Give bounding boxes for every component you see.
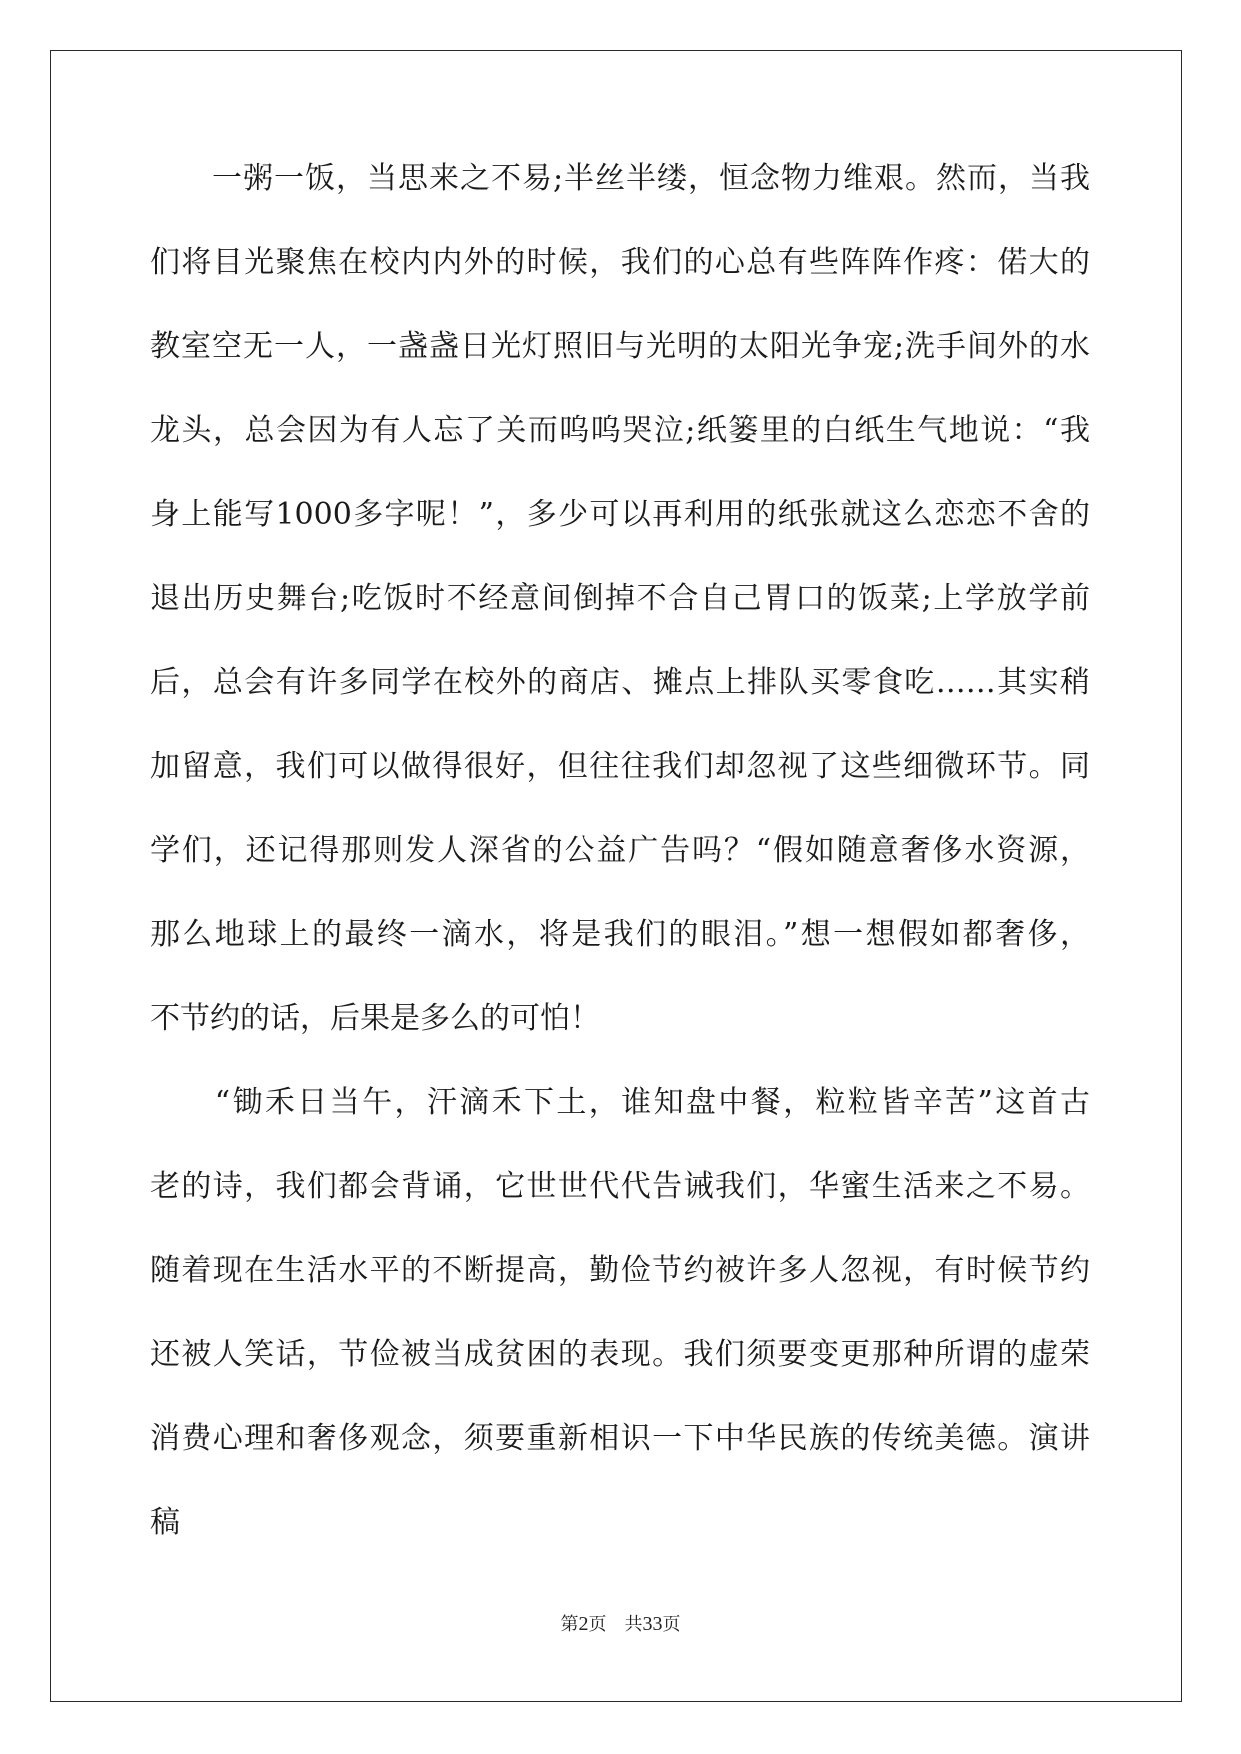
text-line: 消费心理和奢侈观念，须要重新相识一下中华民族的传统美德。演讲 bbox=[150, 1421, 1090, 1456]
total-suffix: 页 bbox=[662, 1614, 681, 1635]
text-line: 龙头，总会因为有人忘了关而呜呜哭泣;纸篓里的白纸生气地说：“我 bbox=[150, 413, 1090, 448]
text-line: 随着现在生活水平的不断提高，勤俭节约被许多人忽视，有时候节约 bbox=[150, 1253, 1090, 1288]
text-line: 加留意，我们可以做得很好，但往往我们却忽视了这些细微环节。同 bbox=[150, 749, 1090, 784]
text-line: 退出历史舞台;吃饭时不经意间倒掉不合自己胃口的饭菜;上学放学前 bbox=[150, 581, 1090, 616]
text-line: 们将目光聚焦在校内内外的时候，我们的心总有些阵阵作疼：偌大的 bbox=[150, 245, 1090, 280]
text-line: 那么地球上的最终一滴水，将是我们的眼泪。”想一想假如都奢侈， bbox=[150, 917, 1090, 952]
document-body bbox=[150, 162, 1090, 1590]
text-line: 学们，还记得那则发人深省的公益广告吗？“假如随意奢侈水资源， bbox=[150, 833, 1090, 868]
text-line: 一粥一饭，当思来之不易;半丝半缕，恒念物力维艰。然而，当我 bbox=[150, 161, 1090, 196]
text-line: 不节约的话，后果是多么的可怕！ bbox=[150, 1001, 600, 1036]
page-prefix: 第 bbox=[560, 1614, 579, 1635]
text-line: 后，总会有许多同学在校外的商店、摊点上排队买零食吃……其实稍 bbox=[150, 665, 1090, 700]
text-line: 身上能写1000多字呢！”，多少可以再利用的纸张就这么恋恋不舍的 bbox=[150, 497, 1090, 532]
paragraph-1 bbox=[150, 162, 1090, 1086]
page-number: 2 bbox=[578, 1613, 589, 1635]
total-pages: 33 bbox=[642, 1613, 663, 1635]
text-line: 老的诗，我们都会背诵，它世世代代告诫我们，华蜜生活来之不易。 bbox=[150, 1169, 1090, 1204]
text-line: 稿 bbox=[150, 1505, 180, 1540]
text-line: 还被人笑话，节俭被当成贫困的表现。我们须要变更那种所谓的虚荣 bbox=[150, 1337, 1090, 1372]
text-line: 教室空无一人，一盏盏日光灯照旧与光明的太阳光争宠;洗手间外的水 bbox=[150, 329, 1090, 364]
page-suffix: 页 bbox=[588, 1614, 607, 1635]
text-line: “锄禾日当午，汗滴禾下土，谁知盘中餐，粒粒皆辛苦”这首古 bbox=[150, 1085, 1090, 1120]
page-footer bbox=[0, 1610, 1241, 1636]
paragraph-2 bbox=[150, 1086, 1090, 1590]
total-prefix: 共 bbox=[624, 1614, 643, 1635]
